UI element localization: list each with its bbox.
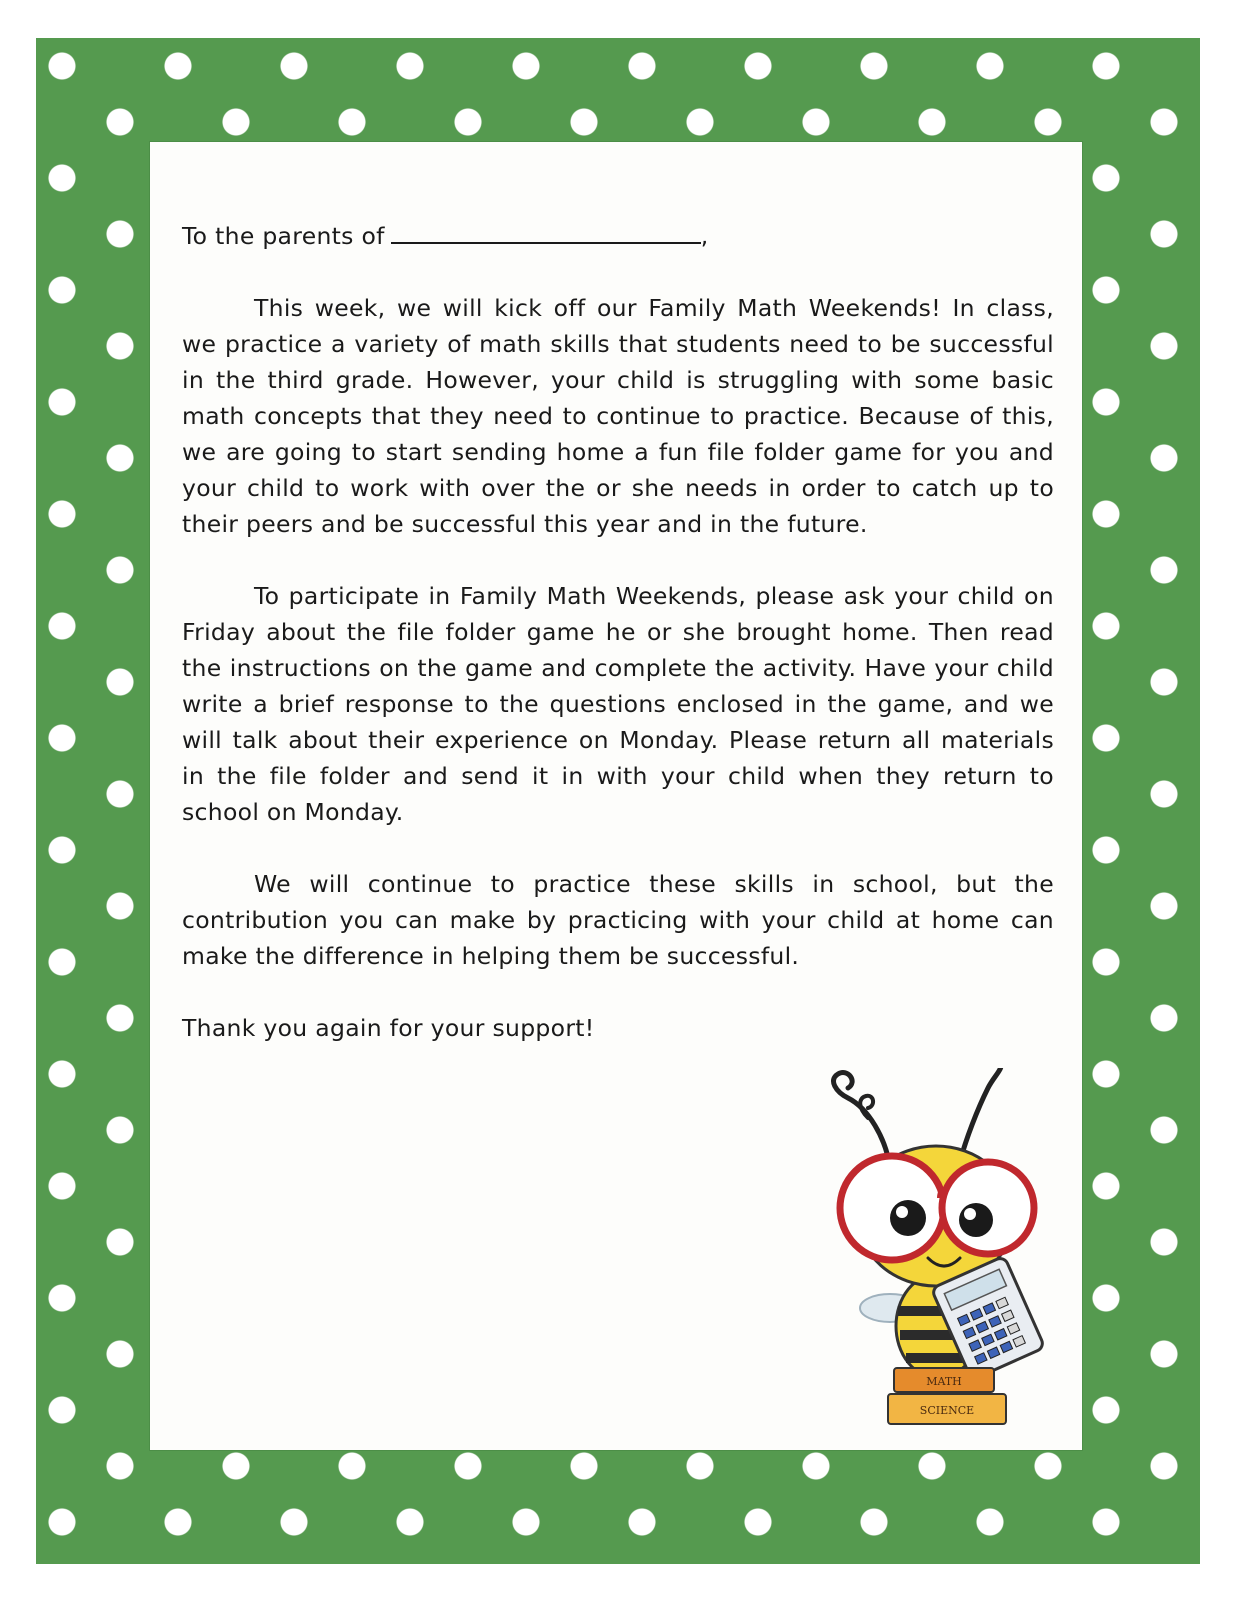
left-glasses-lens: [840, 1156, 944, 1260]
salutation-comma: ,: [700, 222, 709, 250]
right-eye-highlight: [964, 1208, 976, 1220]
antenna-curl-left: [860, 1096, 873, 1118]
left-eye-highlight: [896, 1206, 908, 1218]
right-eye: [959, 1203, 993, 1237]
bee-with-calculator-illustration: [828, 1068, 1068, 1428]
salutation-text: To the parents of: [182, 222, 385, 250]
left-eye: [890, 1200, 926, 1236]
name-blank-line: [391, 220, 701, 244]
salutation-line: [182, 218, 1054, 254]
letter-body: [182, 218, 1054, 1082]
book-science-label: SCIENCE: [919, 1404, 975, 1417]
paragraph-3: We will continue to practice these skills in school, but the contribution you can make by practicing with your child at home can make the difference in helping them be successful.: [182, 870, 1054, 970]
book-math-label: MATH: [926, 1375, 962, 1388]
paragraph-2: To participate in Family Math Weekends, please ask your child on Friday about the file folder game he or she brought home. Then read the instructions on the game and complete the activity. Have your child write a brief response to the questions enclosed in the game, and we will talk about their experience on Monday. Please return all materials in the file folder and send it in with your child when they return to school on Monday.: [182, 582, 1054, 826]
paragraph-1: This week, we will kick off our Family Math Weekends! In class, we practice a variety of math skills that students need to be successful in the third grade. However, your child is struggling with some basic math concepts that they need to continue to practice. Because of this, we are going to start sending home a fun file folder game for you and your child to work with over the or she needs in order to catch up to their peers and be successful this year and in the future.: [182, 294, 1054, 538]
closing-line: Thank you again for your support!: [182, 1014, 595, 1042]
